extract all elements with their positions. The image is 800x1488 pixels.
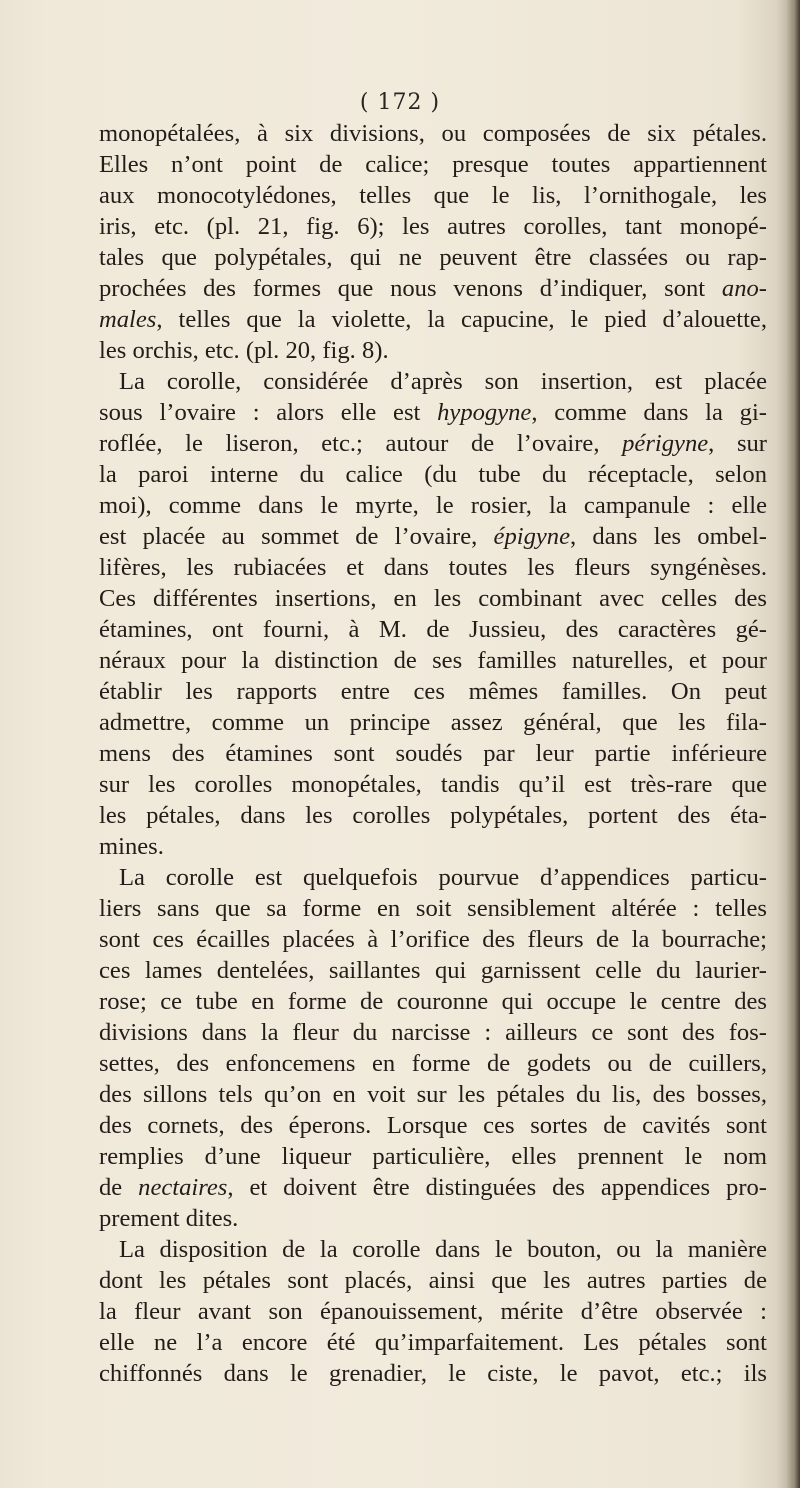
text-segment: sous l’ovaire : alors elle est: [99, 399, 438, 426]
text-line: [99, 180, 767, 211]
text-segment: mines.: [99, 833, 164, 860]
italic-term: males: [99, 306, 157, 333]
text-line: [99, 862, 767, 893]
text-line: [99, 769, 767, 800]
text-line: [99, 1265, 767, 1296]
text-segment: , dans les ombel-: [570, 523, 767, 550]
text-line: [99, 242, 767, 273]
text-segment: admettre, comme un principe assez général, que les fila-: [99, 709, 767, 736]
text-line: [99, 1048, 767, 1079]
text-line: [99, 1203, 767, 1234]
text-segment: monopétalées, à six divisions, ou composées de six pétales.: [99, 120, 767, 147]
text-line: [99, 676, 767, 707]
text-segment: roflée, le liseron, etc.; autour de l’ovaire,: [99, 430, 623, 457]
text-segment: prochées des formes que nous venons d’indiquer, sont: [99, 275, 722, 302]
text-line: [99, 1327, 767, 1358]
text-segment: néraux pour la distinction de ses familles naturelles, et pour: [99, 647, 767, 674]
text-line: [99, 1079, 767, 1110]
italic-term: périgyne: [622, 430, 709, 457]
text-line: [99, 614, 767, 645]
body-text: [99, 118, 767, 1389]
text-segment: , sur: [708, 430, 768, 457]
text-line: [99, 893, 767, 924]
text-line: [99, 211, 767, 242]
text-segment: est placée au sommet de l’ovaire,: [99, 523, 494, 550]
text-line: [99, 1110, 767, 1141]
italic-term: épigyne: [493, 523, 571, 550]
text-line: [99, 397, 767, 428]
text-segment: sont ces écailles placées à l’orifice des fleurs de la bourrache;: [99, 926, 767, 953]
text-segment: settes, des enfoncemens en forme de godets ou de cuillers,: [99, 1050, 767, 1077]
text-line: [99, 459, 767, 490]
text-line: [99, 552, 767, 583]
text-line: [99, 335, 767, 366]
text-line: [99, 738, 767, 769]
text-line: [99, 955, 767, 986]
italic-term: nectaires: [138, 1174, 228, 1201]
text-segment: , et doivent être distinguées des appendices pro-: [227, 1174, 767, 1201]
text-line: [99, 366, 767, 397]
text-segment: liers sans que sa forme en soit sensiblement altérée : telles: [99, 895, 767, 922]
text-segment: sur les corolles monopétales, tandis qu’il est très-rare que: [99, 771, 767, 798]
text-line: [99, 800, 767, 831]
text-segment: rose; ce tube en forme de couronne qui occupe le centre des: [99, 988, 767, 1015]
text-line: [99, 490, 767, 521]
text-line: [99, 521, 767, 552]
text-line: [99, 118, 767, 149]
text-line: [99, 1296, 767, 1327]
text-segment: dont les pétales sont placés, ainsi que les autres parties de: [99, 1267, 767, 1294]
text-segment: , comme dans la gi-: [531, 399, 767, 426]
text-line: [99, 273, 767, 304]
text-segment: Ces différentes insertions, en les combinant avec celles des: [99, 585, 767, 612]
page-binding-shadow: [786, 0, 800, 1488]
text-segment: iris, etc. (pl. 21, fig. 6); les autres corolles, tant monopé-: [99, 213, 767, 240]
text-segment: aux monocotylédones, telles que le lis, l’ornithogale, les: [99, 182, 767, 209]
text-line: [99, 645, 767, 676]
text-segment: établir les rapports entre ces mêmes familles. On peut: [99, 678, 767, 705]
text-segment: étamines, ont fourni, à M. de Jussieu, des caractères gé-: [99, 616, 767, 643]
italic-term: hypogyne: [437, 399, 532, 426]
text-segment: les pétales, dans les corolles polypétales, portent des éta-: [99, 802, 767, 829]
text-line: [99, 583, 767, 614]
text-segment: remplies d’une liqueur particulière, elles prennent le nom: [99, 1143, 767, 1170]
text-segment: les orchis, etc. (pl. 20, fig. 8).: [99, 337, 389, 364]
text-segment: La corolle, considérée d’après son insertion, est placée: [119, 368, 767, 395]
text-segment: Elles n’ont point de calice; presque toutes appartiennent: [99, 151, 767, 178]
text-segment: ces lames dentelées, saillantes qui garnissent celle du laurier-: [99, 957, 767, 984]
text-line: [99, 707, 767, 738]
page-number: ( 172 ): [359, 90, 441, 115]
text-line: [99, 149, 767, 180]
text-segment: tales que polypétales, qui ne peuvent être classées ou rap-: [99, 244, 767, 271]
text-line: [99, 1017, 767, 1048]
text-line: [99, 924, 767, 955]
text-line: [99, 1234, 767, 1265]
text-segment: prement dites.: [99, 1205, 239, 1232]
text-segment: La corolle est quelquefois pourvue d’appendices particu-: [119, 864, 767, 891]
text-line: [99, 831, 767, 862]
text-segment: divisions dans la fleur du narcisse : ailleurs ce sont des fos-: [99, 1019, 767, 1046]
text-line: [99, 1172, 767, 1203]
text-segment: , telles que la violette, la capucine, le pied d’alouette,: [156, 306, 767, 333]
text-segment: lifères, les rubiacées et dans toutes les fleurs syngénèses.: [99, 554, 767, 581]
text-segment: la paroi interne du calice (du tube du réceptacle, selon: [99, 461, 767, 488]
text-segment: elle ne l’a encore été qu’imparfaitement. Les pétales sont: [99, 1329, 767, 1356]
text-segment: de: [99, 1174, 139, 1201]
text-line: [99, 428, 767, 459]
text-line: [99, 986, 767, 1017]
text-line: [99, 1358, 767, 1389]
text-line: [99, 1141, 767, 1172]
italic-term: ano-: [721, 275, 767, 302]
text-segment: moi), comme dans le myrte, le rosier, la campanule : elle: [99, 492, 767, 519]
text-segment: des cornets, des éperons. Lorsque ces sortes de cavités sont: [99, 1112, 767, 1139]
text-segment: mens des étamines sont soudés par leur partie inférieure: [99, 740, 767, 767]
text-segment: La disposition de la corolle dans le bouton, ou la manière: [119, 1236, 767, 1263]
text-segment: la fleur avant son épanouissement, mérite d’être observée :: [99, 1298, 767, 1325]
text-segment: des sillons tels qu’on en voit sur les pétales du lis, des bosses,: [99, 1081, 767, 1108]
text-line: [99, 304, 767, 335]
text-segment: chiffonnés dans le grenadier, le ciste, le pavot, etc.; ils: [99, 1360, 767, 1387]
